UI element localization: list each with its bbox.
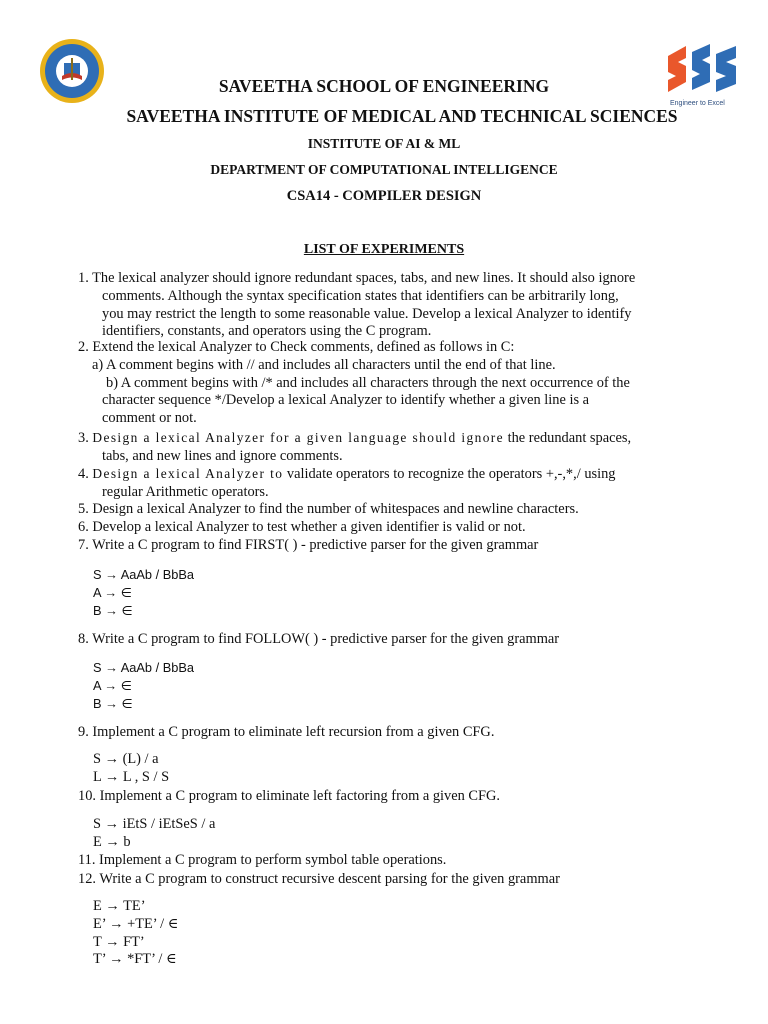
experiment-5: 5. Design a lexical Analyzer to find the number of whitespaces and newline characters.	[78, 501, 579, 517]
experiment-11: 11. Implement a C program to perform symbol table operations.	[78, 852, 447, 868]
experiment-3: 3. Design a lexical Analyzer for a given language should ignore the redundant spaces, tabs, and new lines and ignore comments.	[78, 430, 632, 464]
experiment-9: 9. Implement a C program to eliminate left recursion from a given CFG.	[78, 724, 495, 740]
logo-tagline: Engineer to Excel	[670, 100, 725, 107]
grammar-8: S → AaAb / BbBa A → ∈ B → ∈	[93, 660, 195, 711]
grammar-7: S → AaAb / BbBa A → ∈ B → ∈	[93, 567, 195, 618]
grammar-9: S → (L) / a L → L , S / S	[93, 751, 170, 785]
experiment-1: 1. The lexical analyzer should ignore redundant spaces, tabs, and new lines. It should also ignore comments. Although the syntax specification states that identifiers can be arbitrarily long, you may restrict the length to some reasonable value. Develop a lexical Analyzer to identify identifiers, constants, and operators using the C program.	[78, 270, 636, 340]
school-title: SAVEETHA SCHOOL OF ENGINEERING	[218, 76, 550, 96]
experiment-12: 12. Write a C program to construct recursive descent parsing for the given grammar	[78, 871, 560, 887]
grammar-10: S → iEtS / iEtSeS / a E → b	[93, 816, 216, 850]
experiment-4: 4. Design a lexical Analyzer to validate operators to recognize the operators +,-,*,/ using regular Arithmetic operators.	[78, 466, 616, 500]
course-title: CSA14 - COMPILER DESIGN	[286, 188, 482, 204]
list-title: LIST OF EXPERIMENTS	[303, 242, 465, 257]
experiment-7: 7. Write a C program to find FIRST( ) - predictive parser for the given grammar	[78, 537, 539, 553]
department-title: DEPARTMENT OF COMPUTATIONAL INTELLIGENCE	[210, 162, 558, 177]
institute-title: SAVEETHA INSTITUTE OF MEDICAL AND TECHNICAL SCIENCES	[126, 106, 678, 126]
experiment-8: 8. Write a C program to find FOLLOW( ) - predictive parser for the given grammar	[78, 631, 560, 647]
grammar-12: E → TE’ E’ → +TE’ / ∈ T → FT’ T’ → *FT’ / ∈	[93, 898, 179, 968]
experiment-6: 6. Develop a lexical Analyzer to test whether a given identifier is valid or not.	[78, 519, 526, 535]
experiment-2: 2. Extend the lexical Analyzer to Check comments, defined as follows in C: a) A comment begins with // and includes all characters until the end of that line. b) A comment begins with /* and includes all characters through the next occurrence of the character sequence */Develop a lexical Analyzer to identify whether a given line is a comment or not.	[78, 339, 630, 427]
sub-institute-title: INSTITUTE OF AI & ML	[307, 136, 461, 151]
experiment-10: 10. Implement a C program to eliminate left factoring from a given CFG.	[78, 788, 501, 804]
